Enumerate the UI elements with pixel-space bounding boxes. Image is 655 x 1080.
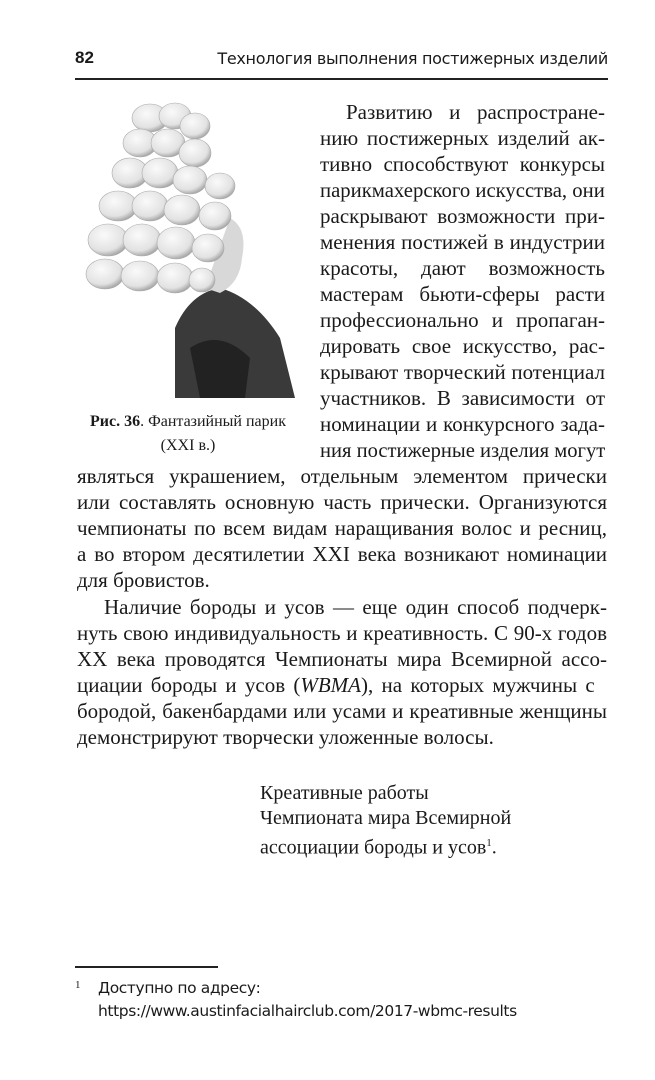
- text-line: бородой, бакенбардами или усами и креативные женщины: [77, 699, 607, 723]
- footnote-url[interactable]: https://www.austinfacialhairclub.com/2017-wbmc-results: [98, 1002, 517, 1020]
- text-line: крывают творческий потенциал: [320, 360, 605, 384]
- running-title: Технология выполнения постижерных изделий: [217, 49, 608, 68]
- footnote-text: Доступно по адресу:: [98, 979, 261, 997]
- footnote-mark: 1: [75, 979, 81, 991]
- figure-fantasy-wig-photo: [80, 98, 300, 400]
- caption-period: .: [491, 836, 497, 859]
- text-line: Наличие бороды и усов — еще один способ подчерк-: [104, 595, 607, 619]
- text-line: являться украшением, отдельным элементом прически: [77, 464, 607, 488]
- text-line: ния постижерные изделия могут: [320, 438, 606, 462]
- figure-caption-text: . Фантазийный парик: [140, 413, 286, 430]
- text-line: мастерам бьюти-сферы расти: [320, 282, 605, 306]
- text-line: нуть свою индивидуальность и креативность. С 90-х годов: [77, 621, 607, 645]
- text-line: демонстрируют творчески уложенные волосы.: [77, 725, 494, 749]
- text-line: тивно способствуют конкурсы: [320, 152, 605, 176]
- text-line: Развитию и распростране-: [346, 100, 605, 124]
- text-line: номинации и конкурсного зада-: [320, 412, 605, 436]
- footnote-rule: [75, 966, 218, 968]
- text-line: нию постижерных изделий ак-: [320, 126, 605, 150]
- footnote-reference[interactable]: 1: [486, 837, 492, 849]
- figure-caption-date: (XXI в.): [160, 437, 216, 454]
- text-line: менения постижей в индустрии: [320, 230, 605, 254]
- caption-line: Креативные работы: [260, 782, 429, 804]
- text-line: для бровистов.: [77, 568, 210, 592]
- caption-text: ассоциации бороды и усов: [260, 836, 487, 859]
- text-line: раскрывают возможности при-: [320, 204, 605, 228]
- text-line: красоты, дают возможность: [320, 256, 605, 280]
- page-number: 82: [75, 48, 94, 67]
- text-line: а во втором десятилетии XXI века возникают номинации: [77, 542, 607, 566]
- figure-label: Рис. 36: [89, 413, 141, 430]
- figure-caption: [76, 413, 300, 431]
- text-line: участников. В зависимости от: [320, 386, 605, 410]
- text-line: профессионально и пропаган-: [320, 308, 605, 332]
- caption-line: [260, 831, 497, 861]
- wbma-abbreviation: WBMA: [300, 673, 362, 697]
- header-rule: [75, 78, 608, 80]
- text-line: XX века проводятся Чемпионаты мира Всемирной ассо-: [77, 647, 607, 671]
- text-span: циации бороды и усов (: [77, 673, 301, 697]
- text-line: чемпионаты по всем видам наращивания волос и ресниц,: [77, 516, 607, 540]
- text-line: [77, 672, 607, 698]
- text-line: или составлять основную часть прически. Организуются: [77, 490, 607, 514]
- text-line: дировать свое искусство, рас-: [320, 334, 605, 358]
- text-line: парикмахерского искусства, они: [320, 178, 605, 202]
- caption-line: Чемпионата мира Всемирной: [260, 807, 512, 829]
- text-span: ), на которых мужчины с: [361, 673, 595, 697]
